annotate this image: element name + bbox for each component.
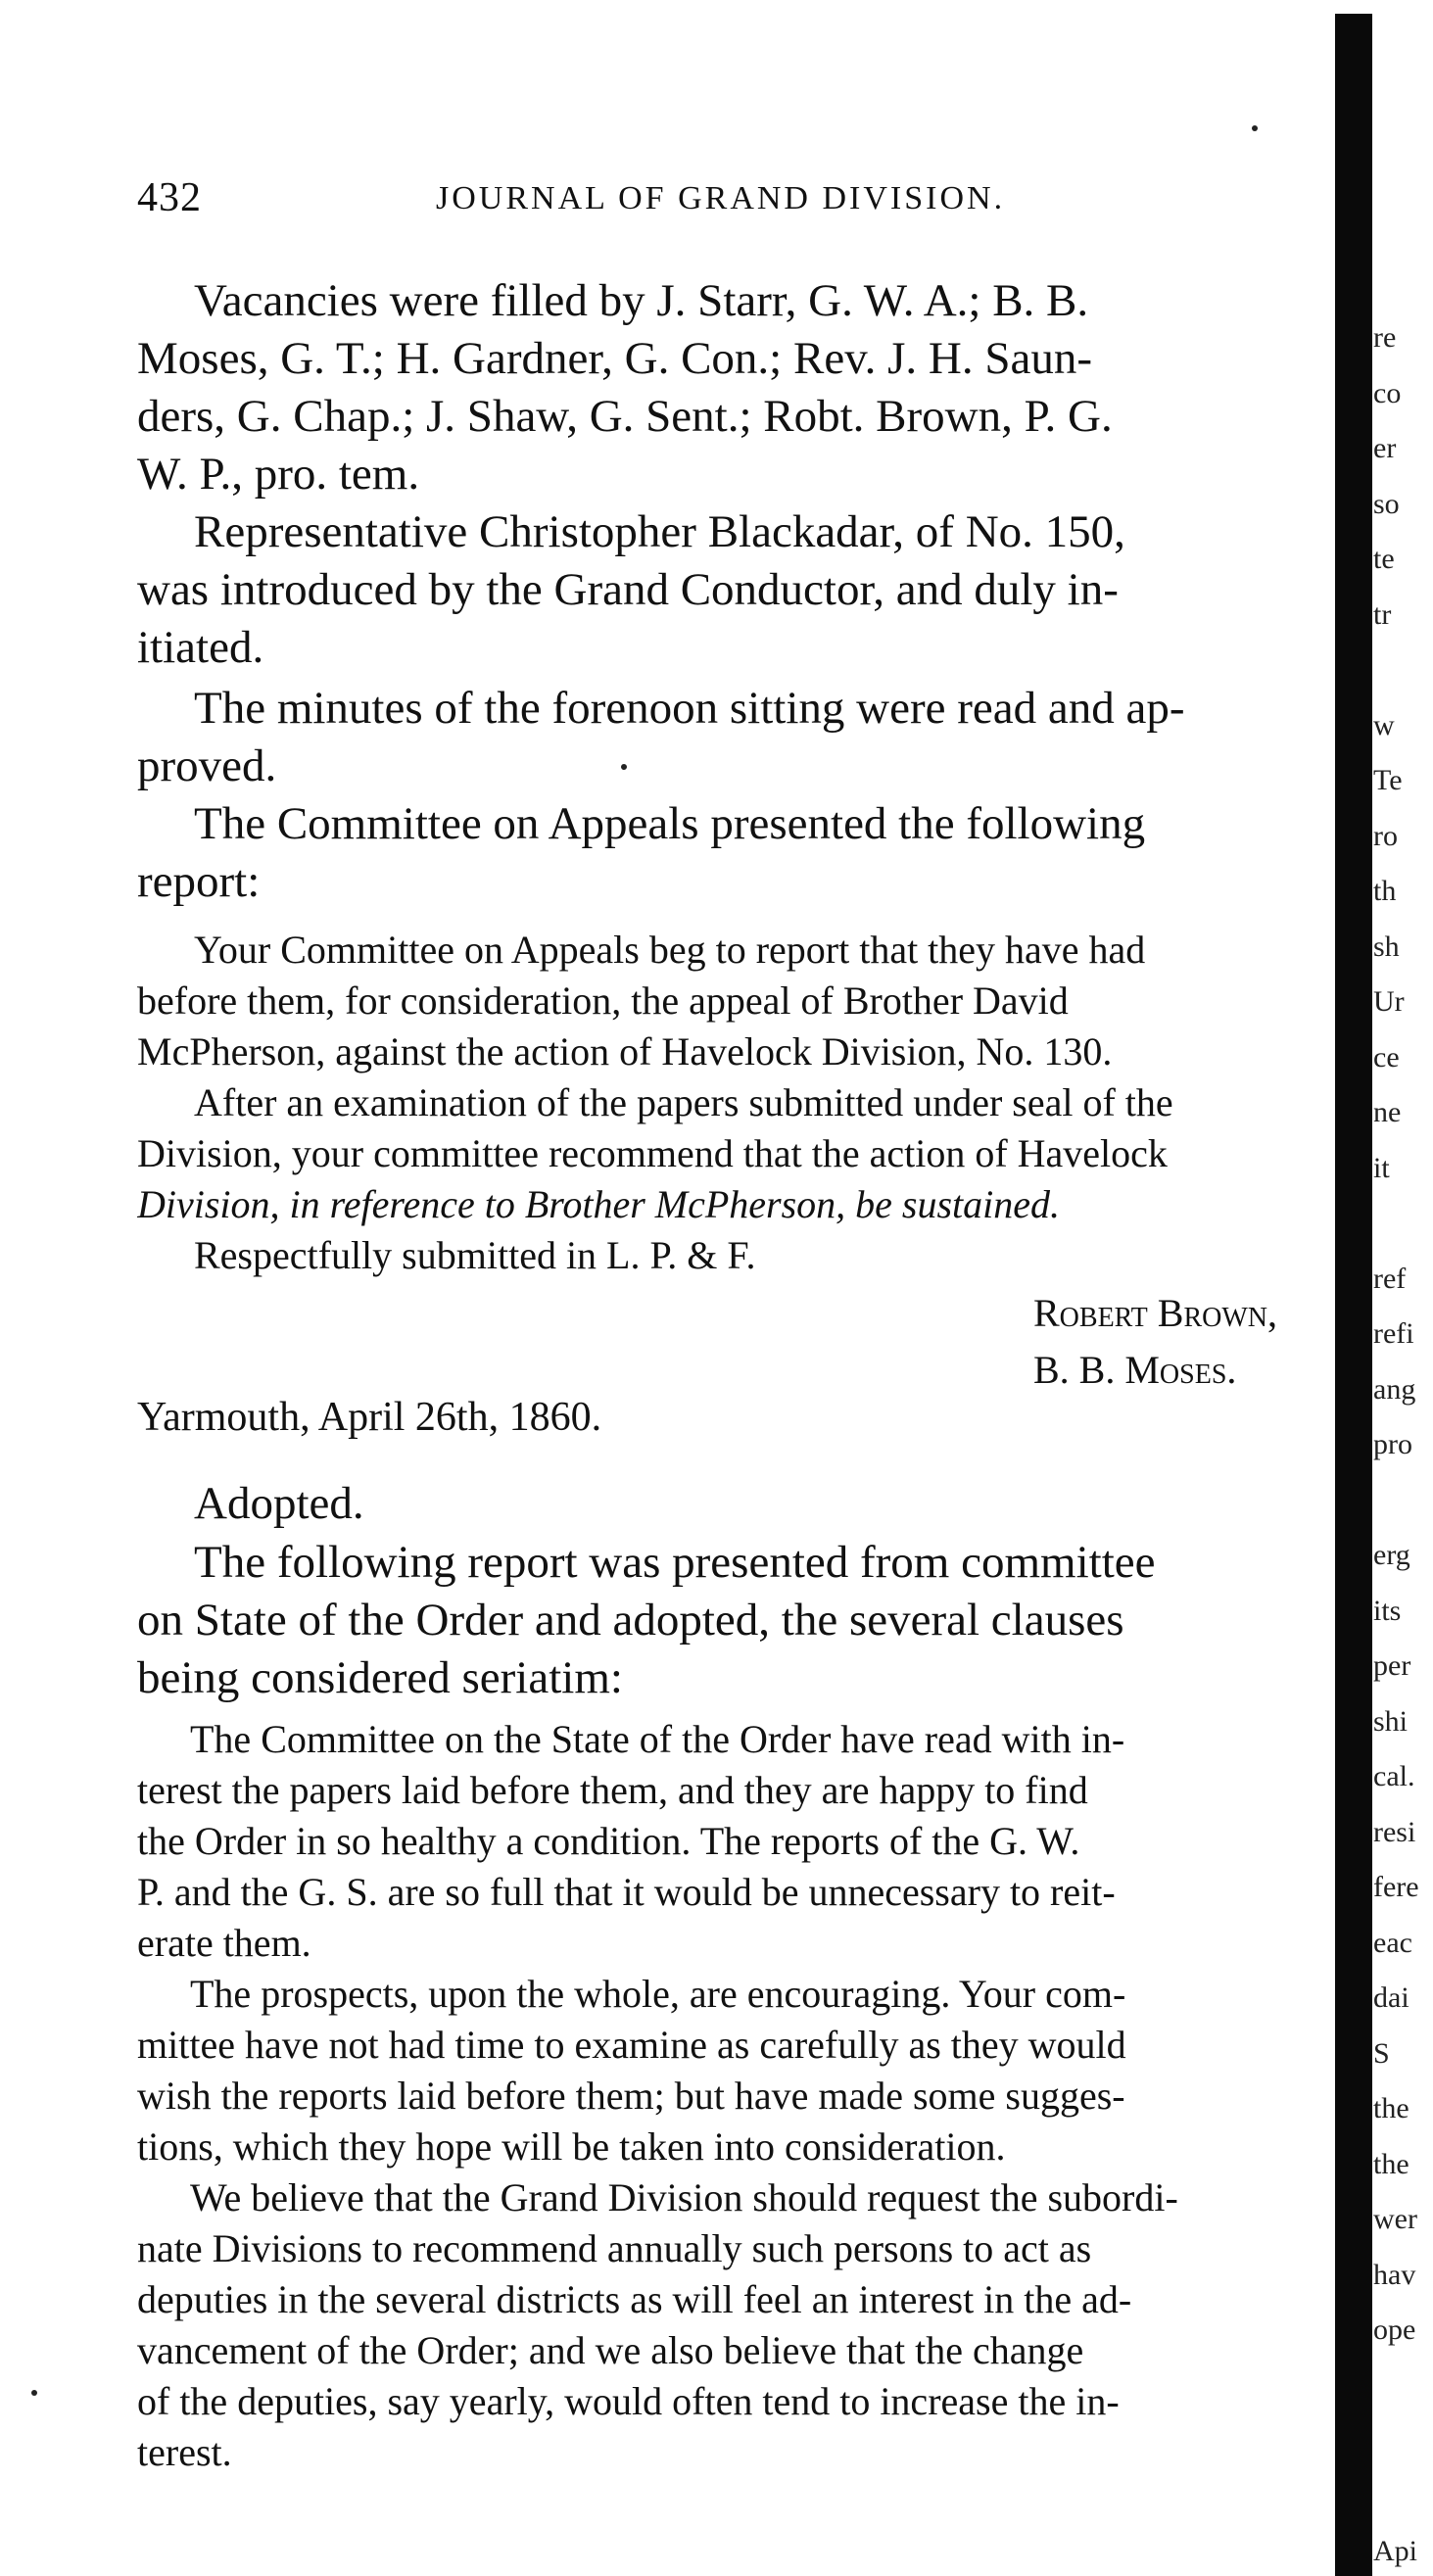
signature-block	[1033, 1285, 1277, 1399]
text-line: wish the reports laid before them; but have made some sugges-	[137, 2074, 1125, 2118]
paragraph-vacancies	[137, 272, 1332, 503]
text-line: erate them.	[137, 1921, 311, 1965]
edge-fragment: resi	[1373, 1815, 1416, 1848]
edge-fragment: er	[1373, 432, 1397, 464]
edge-fragment: wer	[1373, 2203, 1417, 2235]
text-line: on State of the Order and adopted, the several clauses	[137, 1595, 1124, 1646]
edge-fragment: re	[1373, 321, 1397, 354]
edge-fragment: so	[1373, 487, 1400, 520]
edge-fragment: ne	[1373, 1096, 1402, 1128]
edge-fragment: te	[1373, 543, 1395, 575]
dateline: Yarmouth, April 26th, 1860.	[137, 1395, 602, 1440]
text-line: terest.	[137, 2430, 232, 2474]
edge-fragment: hav	[1373, 2258, 1416, 2291]
text-line: Division, your committee recommend that the action of Havelock	[137, 1131, 1168, 1175]
edge-fragment: Te	[1373, 764, 1403, 796]
text-line: deputies in the several districts as will feel an interest in the ad-	[137, 2277, 1132, 2321]
text-line: The minutes of the forenoon sitting were read and ap-	[194, 683, 1185, 734]
text-line: Division, in reference to Brother McPherson, be sustained.	[137, 1182, 1061, 1226]
edge-fragment: ref	[1373, 1262, 1407, 1295]
text-line: nate Divisions to recommend annually such persons to act as	[137, 2226, 1092, 2270]
state-of-order-report	[137, 1714, 1332, 2478]
text-line: The following report was presented from committee	[194, 1537, 1156, 1588]
text-line: of the deputies, say yearly, would often tend to increase the in-	[137, 2379, 1120, 2423]
text-line: The prospects, upon the whole, are encouraging. Your com-	[190, 1972, 1126, 2016]
text-line: After an examination of the papers submitted under seal of the	[194, 1080, 1173, 1124]
text-line: The Committee on Appeals presented the following	[194, 798, 1146, 849]
text-line: We believe that the Grand Division should request the subordi-	[190, 2175, 1178, 2219]
text-line: Adopted.	[194, 1478, 364, 1529]
text-line: Your Committee on Appeals beg to report that they have had	[194, 928, 1146, 972]
edge-fragment: tr	[1373, 597, 1392, 631]
text-line: mittee have not had time to examine as carefully as they would	[137, 2023, 1126, 2067]
page-gutter-shadow	[1335, 14, 1372, 2576]
edge-fragment: the	[1373, 2147, 1409, 2180]
edge-fragment: Ur	[1373, 985, 1405, 1018]
text-line: The Committee on the State of the Order have read with in-	[190, 1717, 1125, 1761]
running-title: JOURNAL OF GRAND DIVISION.	[436, 180, 1006, 216]
paragraph-state-of-order-intro	[137, 1534, 1332, 1707]
edge-fragment: ang	[1373, 1372, 1416, 1406]
edge-fragment: ce	[1373, 1040, 1400, 1073]
edge-fragment: fere	[1373, 1871, 1419, 1903]
text-line: W. P., pro. tem.	[137, 449, 420, 500]
appeals-report	[137, 925, 1332, 1281]
edge-fragment: cal.	[1373, 1760, 1415, 1792]
edge-fragment: erg	[1373, 1539, 1410, 1571]
edge-fragment: w	[1373, 708, 1395, 741]
page-header	[137, 174, 1332, 233]
adopted-note	[137, 1475, 1332, 1533]
text-line: itiated.	[137, 622, 264, 673]
text-line: vancement of the Order; and we also believe that the change	[137, 2328, 1084, 2372]
paragraph-appeals-intro	[137, 795, 1332, 911]
text-line: before them, for consideration, the appeal of Brother David	[137, 978, 1069, 1023]
edge-fragment: eac	[1373, 1926, 1412, 1959]
edge-fragment: sh	[1373, 930, 1400, 963]
edge-fragment: pro	[1373, 1428, 1412, 1460]
text-line: tions, which they hope will be taken into consideration.	[137, 2124, 1006, 2169]
text-line: P. and the G. S. are so full that it would be unnecessary to reit-	[137, 1870, 1116, 1914]
text-line: terest the papers laid before them, and they are happy to find	[137, 1768, 1088, 1812]
print-speck	[31, 2390, 37, 2396]
edge-fragment: ro	[1373, 819, 1398, 852]
page-number: 432	[137, 175, 202, 220]
text-line: Vacancies were filled by J. Starr, G. W. A.; B. B.	[194, 275, 1089, 326]
edge-fragment: shi	[1373, 1704, 1409, 1738]
edge-fragment: dai	[1373, 1981, 1409, 2014]
edge-fragment: per	[1373, 1649, 1411, 1682]
signature-bb-moses: B. B. Moses.	[1033, 1348, 1237, 1392]
text-line: ders, G. Chap.; J. Shaw, G. Sent.; Robt. Brown, P. G.	[137, 391, 1113, 442]
text-line: McPherson, against the action of Havelock Division, No. 130.	[137, 1029, 1113, 1073]
text-line: Representative Christopher Blackadar, of No. 150,	[194, 506, 1125, 557]
edge-fragment: ope	[1373, 2314, 1416, 2346]
edge-fragment: it	[1373, 1151, 1390, 1184]
paragraph-representative	[137, 503, 1332, 677]
edge-fragment: th	[1373, 875, 1397, 907]
text-line: being considered seriatim:	[137, 1652, 623, 1703]
text-line: the Order in so healthy a condition. The reports of the G. W.	[137, 1819, 1080, 1863]
edge-fragment: the	[1373, 2092, 1409, 2124]
text-line: was introduced by the Grand Conductor, and duly in-	[137, 564, 1119, 615]
edge-fragment: Api	[1373, 2535, 1417, 2567]
text-line: Respectfully submitted in L. P. & F.	[194, 1233, 756, 1277]
text-line: proved.	[137, 740, 277, 791]
edge-fragment: refi	[1373, 1317, 1414, 1350]
paragraph-minutes	[137, 680, 1332, 795]
edge-fragment: its	[1373, 1594, 1402, 1627]
signature-robert-brown: Robert Brown,	[1033, 1291, 1278, 1335]
print-speck	[621, 764, 627, 770]
edge-fragment: S	[1373, 2036, 1390, 2070]
edge-fragment: co	[1373, 376, 1402, 409]
print-speck	[1252, 125, 1258, 131]
text-line: report:	[137, 856, 261, 907]
text-line: Moses, G. T.; H. Gardner, G. Con.; Rev. J. H. Saun-	[137, 333, 1093, 384]
